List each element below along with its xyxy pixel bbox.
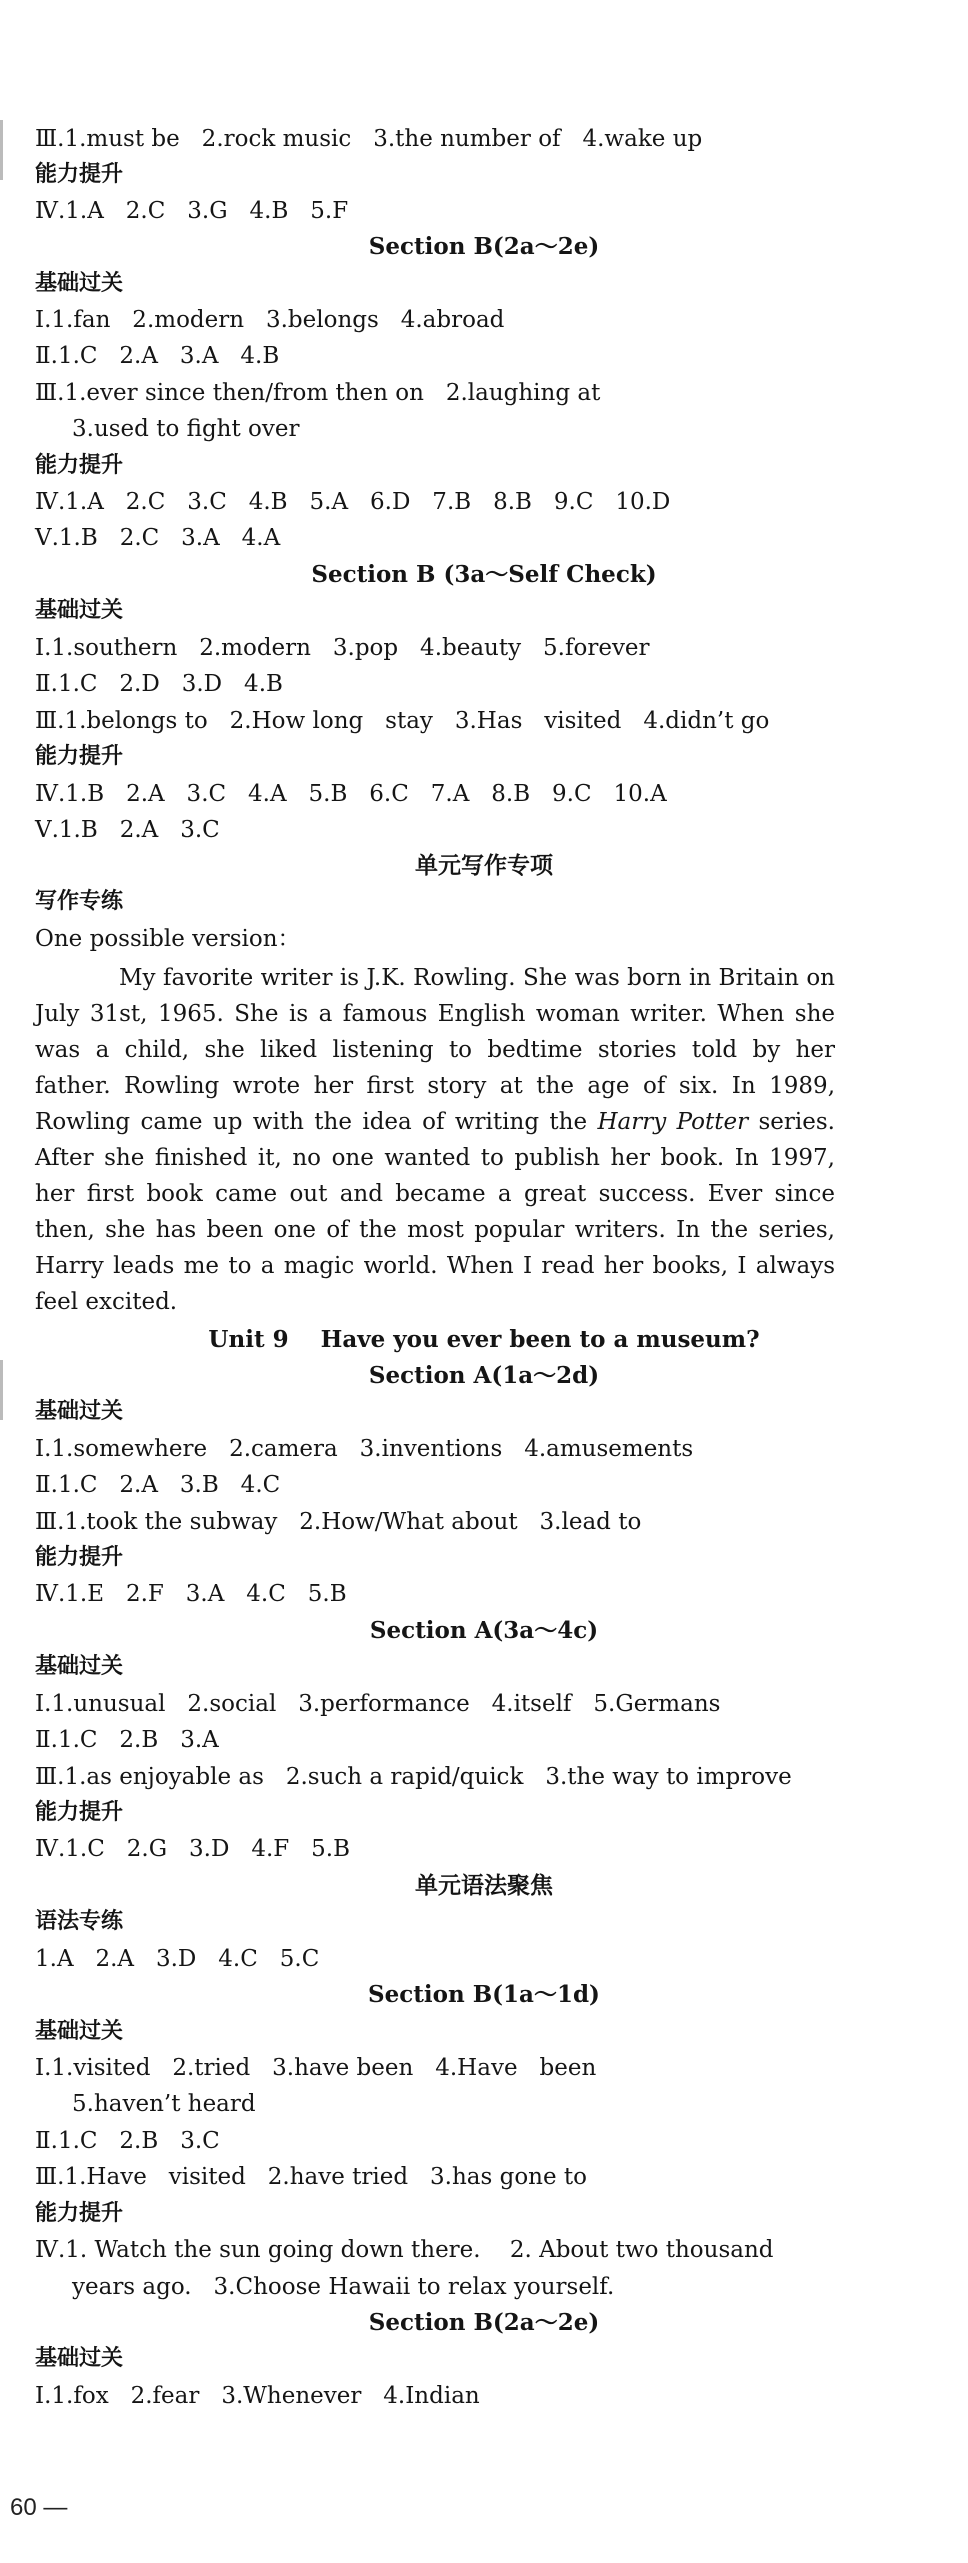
answer-line: Ⅳ.1.A 2.C 3.G 4.B 5.F (35, 198, 349, 224)
essay-line: After she finished it, no one wanted to publish her book. In 1997, (35, 1145, 835, 1171)
section-title: 单元写作专项 (415, 852, 553, 879)
answer-line: Ⅳ.1.C 2.G 3.D 4.F 5.B (35, 1836, 351, 1862)
essay-line: July 31st, 1965. She is a famous English woman writer. When she (35, 1001, 835, 1027)
book-title: Harry Potter (597, 1109, 749, 1135)
answer-line: Ⅱ.1.C 2.A 3.B 4.C (35, 1472, 281, 1498)
section-title: Section B (3a～Self Check) (311, 561, 657, 588)
scan-edge (0, 120, 3, 180)
section-title: Section A(1a～2d) (368, 1362, 600, 1389)
unit-title: Unit 9 Have you ever been to a museum? (208, 1326, 760, 1353)
heading-basic: 基础过关 (35, 271, 124, 296)
heading-ability: 能力提升 (35, 1800, 124, 1825)
section-title: Section B(2a～2e) (368, 2309, 600, 2336)
answer-line: Ⅱ.1.C 2.A 3.A 4.B (35, 343, 280, 369)
answer-line: Ⅲ.1.Have visited 2.have tried 3.has gone to (35, 2164, 587, 2190)
answer-line: Ⅰ.1.unusual 2.social 3.performance 4.itself 5.Germans (35, 1691, 721, 1717)
essay-line: father. Rowling wrote her first story at the age of six. In 1989, (35, 1073, 835, 1099)
answer-line: 1.A 2.A 3.D 4.C 5.C (35, 1946, 320, 1972)
answer-line: Ⅱ.1.C 2.B 3.A (35, 1727, 219, 1753)
section-title: Section A(3a～4c) (369, 1617, 599, 1644)
answer-line: Ⅰ.1.visited 2.tried 3.have been 4.Have been (35, 2055, 597, 2081)
answer-line-continued: 3.used to fight over (72, 416, 300, 442)
answer-line: Ⅰ.1.fox 2.fear 3.Whenever 4.Indian (35, 2383, 480, 2409)
essay-line: her first book came out and became a great success. Ever since (35, 1181, 835, 1207)
section-title: Section B(2a～2e) (368, 233, 600, 260)
answer-line: Ⅲ.1.ever since then/from then on 2.laughing at (35, 380, 601, 406)
answer-line: Ⅲ.1.must be 2.rock music 3.the number of 4.wake up (35, 126, 703, 152)
essay-line-title: Rowling came up with the idea of writing the Harry Potter series. (35, 1109, 835, 1135)
page-number: 60 — (10, 2494, 68, 2521)
answer-line: Ⅲ.1.took the subway 2.How/What about 3.lead to (35, 1509, 642, 1535)
answer-line-continued: 5.haven’t heard (72, 2091, 256, 2117)
heading-basic: 基础过关 (35, 1399, 124, 1424)
answer-line: Ⅱ.1.C 2.B 3.C (35, 2128, 220, 2154)
heading-writing: 写作专练 (35, 889, 124, 914)
section-title: Section B(1a～1d) (368, 1981, 600, 2008)
essay-intro: One possible version： (35, 926, 301, 952)
answer-line-continued: years ago. 3.Choose Hawaii to relax yourself. (72, 2274, 615, 2300)
answer-line: Ⅴ.1.B 2.A 3.C (35, 817, 220, 843)
heading-basic: 基础过关 (35, 2019, 124, 2044)
heading-ability: 能力提升 (35, 1545, 124, 1570)
answer-line: Ⅱ.1.C 2.D 3.D 4.B (35, 671, 283, 697)
heading-ability: 能力提升 (35, 162, 124, 187)
heading-grammar: 语法专练 (35, 1909, 124, 1934)
answer-line: Ⅰ.1.fan 2.modern 3.belongs 4.abroad (35, 307, 505, 333)
answer-line: Ⅰ.1.southern 2.modern 3.pop 4.beauty 5.forever (35, 635, 650, 661)
essay-line: feel excited. (35, 1289, 178, 1315)
answer-line: Ⅳ.1.A 2.C 3.C 4.B 5.A 6.D 7.B 8.B 9.C 10.D (35, 489, 671, 515)
answer-line: Ⅰ.1.somewhere 2.camera 3.inventions 4.amusements (35, 1436, 694, 1462)
answer-line: Ⅲ.1.as enjoyable as 2.such a rapid/quick 3.the way to improve (35, 1764, 792, 1790)
answer-line: Ⅲ.1.belongs to 2.How long stay 3.Has visited 4.didn’t go (35, 708, 770, 734)
answer-line: Ⅳ.1.E 2.F 3.A 4.C 5.B (35, 1581, 347, 1607)
heading-basic: 基础过关 (35, 1654, 124, 1679)
essay-line: My favorite writer is J.K. Rowling. She was born in Britain on (119, 965, 835, 991)
section-title: 单元语法聚焦 (415, 1872, 553, 1899)
essay-line: Harry leads me to a magic world. When I read her books, I always (35, 1253, 835, 1279)
essay-line: was a child, she liked listening to bedtime stories told by her (35, 1037, 835, 1063)
answer-line: Ⅴ.1.B 2.C 3.A 4.A (35, 525, 281, 551)
heading-basic: 基础过关 (35, 2346, 124, 2371)
answer-line: Ⅳ.1.B 2.A 3.C 4.A 5.B 6.C 7.A 8.B 9.C 10.A (35, 781, 667, 807)
heading-basic: 基础过关 (35, 598, 124, 623)
essay-line: then, she has been one of the most popular writers. In the series, (35, 1217, 835, 1243)
heading-ability: 能力提升 (35, 2201, 124, 2226)
essay-paragraph (35, 960, 835, 1320)
answer-line: Ⅳ.1. Watch the sun going down there. 2. About two thousand (35, 2237, 774, 2263)
heading-ability: 能力提升 (35, 453, 124, 478)
heading-ability: 能力提升 (35, 744, 124, 769)
